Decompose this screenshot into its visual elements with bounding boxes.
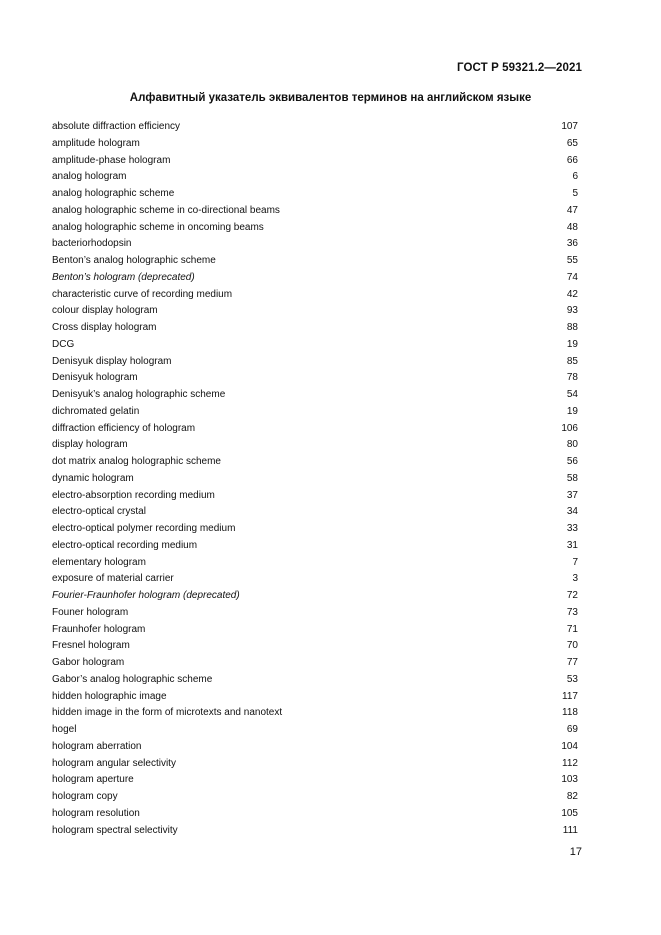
index-term: dynamic hologram — [52, 472, 134, 484]
index-term-number: 37 — [566, 489, 578, 501]
index-term-number: 31 — [566, 539, 578, 551]
index-term: bacteriorhodopsin — [52, 238, 132, 250]
page-number: 17 — [569, 846, 582, 858]
index-term: analog holographic scheme in co-directional beams — [52, 204, 280, 216]
index-term-number: 55 — [566, 255, 578, 266]
index-entry — [52, 119, 578, 136]
index-entry — [52, 705, 578, 722]
index-term: analog holographic scheme in oncoming beams — [52, 221, 264, 233]
index-term: analog hologram — [52, 171, 127, 183]
index-term: hidden holographic image — [52, 690, 167, 702]
term-index-list — [52, 119, 578, 839]
index-term: hologram copy — [52, 791, 118, 802]
index-term: amplitude-phase hologram — [52, 154, 171, 166]
index-entry — [52, 488, 578, 505]
index-term-number: 47 — [566, 204, 578, 216]
index-term-number: 3 — [572, 573, 578, 585]
index-entry — [52, 169, 578, 186]
index-term: Denisyuk hologram — [52, 372, 138, 384]
index-term: electro-optical crystal — [52, 506, 146, 518]
index-entry — [52, 538, 578, 555]
index-entry — [52, 806, 578, 823]
index-term: hologram aperture — [52, 774, 134, 786]
index-term-number: 74 — [566, 271, 578, 283]
index-term: Denisyuk display hologram — [52, 355, 172, 367]
index-term: DCG — [52, 338, 75, 350]
index-term-number: 54 — [566, 389, 578, 400]
index-entry — [52, 672, 578, 689]
index-entry — [52, 270, 578, 287]
index-term-number: 107 — [561, 121, 578, 132]
index-term: amplitude hologram — [52, 137, 140, 149]
index-term-number: 34 — [566, 506, 578, 518]
index-term-number: 77 — [566, 657, 578, 668]
index-term-number: 71 — [566, 623, 578, 635]
index-term: Denisyuk’s analog holographic scheme — [52, 389, 226, 400]
index-term-number: 6 — [572, 171, 578, 183]
index-term: Gabor’s analog holographic scheme — [52, 673, 213, 685]
index-entry — [52, 638, 578, 655]
index-term-number: 65 — [566, 137, 578, 149]
index-term: Fraunhofer hologram — [52, 623, 146, 635]
index-term-number: 53 — [566, 673, 578, 685]
index-entry — [52, 387, 578, 404]
index-term-number: 70 — [566, 640, 578, 652]
index-term-number: 73 — [566, 606, 578, 618]
index-term: elementary hologram — [52, 556, 146, 568]
index-entry — [52, 236, 578, 253]
index-term: Gabor hologram — [52, 657, 125, 668]
index-term: hologram aberration — [52, 740, 142, 752]
index-term: hologram angular selectivity — [52, 757, 176, 769]
index-entry — [52, 136, 578, 153]
index-entry — [52, 153, 578, 170]
index-term-number: 69 — [566, 724, 578, 735]
index-entry — [52, 689, 578, 706]
index-term-number: 19 — [566, 405, 578, 417]
index-term-number: 33 — [566, 523, 578, 534]
index-term-number: 85 — [566, 355, 578, 367]
index-entry — [52, 337, 578, 354]
index-term: hologram spectral selectivity — [52, 824, 178, 836]
index-term: Benton’s analog holographic scheme — [52, 255, 216, 266]
index-term-number: 58 — [566, 472, 578, 484]
index-term-number: 88 — [566, 322, 578, 333]
index-term-number: 36 — [566, 238, 578, 250]
index-entry — [52, 789, 578, 806]
index-title: Алфавитный указатель эквивалентов терминов на английском языке — [129, 92, 532, 104]
index-entry — [52, 555, 578, 572]
index-entry — [52, 404, 578, 421]
index-term-number: 56 — [566, 456, 578, 467]
index-term: absolute diffraction efficiency — [52, 121, 181, 132]
index-term: hogel — [52, 724, 77, 735]
index-term-number: 103 — [561, 774, 578, 786]
index-term-number: 118 — [562, 707, 578, 719]
index-term: hidden image in the form of microtexts and nanotext — [52, 707, 283, 719]
index-entry — [52, 320, 578, 337]
index-term: analog holographic scheme — [52, 188, 175, 199]
index-entry — [52, 303, 578, 320]
index-term: colour display hologram — [52, 305, 158, 317]
index-term: Fresnel hologram — [52, 640, 130, 652]
index-entry — [52, 354, 578, 371]
index-entry — [52, 253, 578, 270]
index-entry — [52, 521, 578, 538]
index-entry — [52, 772, 578, 789]
index-term-number: 72 — [566, 590, 578, 601]
index-term: characteristic curve of recording medium — [52, 288, 233, 300]
index-term-number: 80 — [566, 439, 578, 451]
index-entry — [52, 437, 578, 454]
index-entry — [52, 571, 578, 588]
index-entry — [52, 756, 578, 773]
index-entry — [52, 203, 578, 220]
index-term: diffraction efficiency of hologram — [52, 422, 196, 434]
index-term-number: 111 — [562, 824, 578, 836]
index-entry — [52, 287, 578, 304]
index-term: Cross display hologram — [52, 322, 157, 333]
index-term: electro-optical recording medium — [52, 539, 198, 551]
index-entry — [52, 186, 578, 203]
index-term: display hologram — [52, 439, 128, 451]
index-term: electro-absorption recording medium — [52, 489, 215, 501]
index-term-number: 82 — [566, 791, 578, 802]
index-entry — [52, 220, 578, 237]
index-term-number: 19 — [566, 338, 578, 350]
index-term-number: 117 — [562, 690, 578, 702]
index-term-number: 7 — [572, 556, 578, 568]
index-term-number: 112 — [562, 757, 578, 769]
index-term-number: 42 — [566, 288, 578, 300]
index-term: electro-optical polymer recording medium — [52, 523, 236, 534]
index-entry — [52, 504, 578, 521]
index-term-number: 104 — [561, 740, 578, 752]
index-entry — [52, 605, 578, 622]
index-entry — [52, 471, 578, 488]
index-term-number: 106 — [561, 422, 578, 434]
index-term-number: 78 — [566, 372, 578, 384]
index-entry — [52, 370, 578, 387]
standard-code: ГОСТ Р 59321.2—2021 — [457, 62, 582, 74]
index-term: exposure of material carrier — [52, 573, 174, 585]
index-term-number: 93 — [566, 305, 578, 317]
index-term-number: 66 — [566, 154, 578, 166]
index-term: hologram resolution — [52, 807, 140, 819]
index-term-number: 48 — [566, 221, 578, 233]
index-term-number: 5 — [572, 188, 578, 199]
index-term: Founer hologram — [52, 606, 129, 618]
index-entry — [52, 823, 578, 840]
index-entry — [52, 588, 578, 605]
index-entry — [52, 421, 578, 438]
index-term: dot matrix analog holographic scheme — [52, 456, 221, 467]
index-term-number: 105 — [561, 807, 578, 819]
index-term: Benton’s hologram (deprecated) — [52, 271, 195, 283]
index-term: Fourier-Fraunhofer hologram (deprecated) — [52, 590, 240, 601]
index-entry — [52, 739, 578, 756]
index-entry — [52, 655, 578, 672]
index-entry — [52, 622, 578, 639]
index-entry — [52, 454, 578, 471]
index-entry — [52, 722, 578, 739]
index-term: dichromated gelatin — [52, 405, 140, 417]
